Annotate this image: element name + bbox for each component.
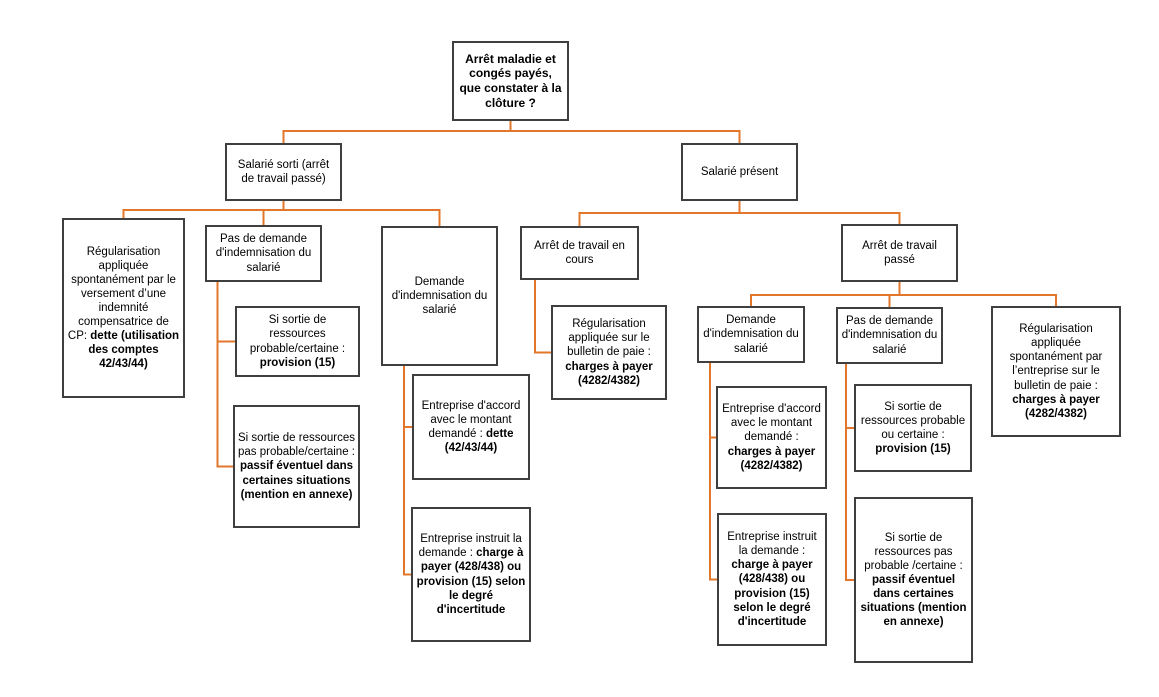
node-salarie-sorti [225, 143, 342, 201]
connector-arret-passe-children [751, 282, 1056, 307]
node-regul-versement-bold: dette (utilisation des comptes 42/43/44) [88, 330, 180, 371]
node-sortie-pas-probable-sorti-text: Si sortie de ressources pas probable/certaine : [238, 432, 355, 459]
node-demande-present-text: Demande d'indemnisation du salarié [703, 314, 799, 355]
connector-arret-en-cours-child [535, 280, 551, 353]
node-accord-sorti-bold: dette (42/43/44) [444, 428, 514, 455]
node-sortie-probable-sorti-bold: provision (15) [259, 356, 336, 369]
node-regul-bulletin-text: Régularisation appliquée sur le bulletin de paie : [567, 318, 651, 359]
node-demande-sorti-text: Demande d'indemnisation du salarié [391, 275, 488, 316]
node-regul-entreprise-bold: charges à payer (4282/4382) [1012, 393, 1100, 420]
node-accord-present-bold: charges à payer (4282/4382) [727, 445, 816, 472]
node-instruit-present-bold: charge à payer (428/438) ou provision (15) selon le degré d'incertitude [731, 559, 813, 628]
node-salarie-present [681, 143, 798, 201]
connector-present-children [580, 201, 900, 226]
node-pas-demande-sorti [205, 225, 322, 282]
node-instruit-present-text: Entreprise instruit la demande : [727, 531, 817, 558]
node-accord-present [716, 386, 827, 489]
node-demande-sorti [381, 226, 498, 366]
node-sortie-pas-probable-present-bold: passif éventuel dans certaines situations (mention en annexe) [860, 573, 967, 629]
node-regul-entreprise-text: Régularisation appliquée spontanément par l’entreprise sur le bulletin de paie : [1009, 323, 1103, 392]
node-regul-bulletin [551, 305, 667, 400]
node-regul-bulletin-bold: charges à payer (4282/4382) [565, 360, 653, 387]
connector-root-children [284, 121, 740, 143]
node-sortie-pas-probable-present [854, 497, 973, 663]
node-arret-passe [841, 224, 958, 282]
node-regul-entreprise [991, 306, 1121, 437]
node-instruit-present [717, 513, 827, 646]
node-sortie-probable-present-text: Si sortie de ressources probable ou certaine : [860, 400, 966, 441]
node-sortie-probable-present [854, 384, 972, 472]
node-instruit-sorti-text: Entreprise instruit la demande : [418, 533, 522, 560]
node-accord-present-text: Entreprise d'accord avec le montant demandé : [722, 403, 821, 444]
node-regul-versement [62, 218, 185, 398]
node-pas-demande-present-text: Pas de demande d'indemnisation du salarié [841, 315, 938, 356]
node-arret-en-cours-text: Arrêt de travail en cours [534, 239, 625, 266]
node-root-bold: Arrêt maladie et congés payés, que constater à la clôture ? [459, 51, 562, 110]
node-arret-en-cours [520, 226, 639, 280]
node-regul-versement-text: Régularisation appliquée spontanément par le versement d’une indemnité compensatrice de CP: [67, 245, 176, 343]
node-instruit-sorti [411, 507, 531, 642]
node-demande-present [697, 306, 805, 363]
node-pas-demande-sorti-text: Pas de demande d'indemnisation du salarié [215, 233, 312, 274]
node-salarie-sorti-text: Salarié sorti (arrêt de travail passé) [237, 158, 330, 185]
node-sortie-pas-probable-sorti-bold: passif éventuel dans certaines situations (mention en annexe) [239, 460, 354, 501]
node-instruit-sorti-bold: charge à payer (428/438) ou provision (15) selon le degré d'incertitude [416, 547, 526, 616]
node-accord-sorti [412, 374, 530, 480]
node-arret-passe-text: Arrêt de travail passé [862, 239, 937, 266]
node-sortie-probable-present-bold: provision (15) [875, 443, 951, 456]
connector-pas-demande-present-children [846, 364, 854, 580]
node-sortie-pas-probable-sorti [233, 405, 360, 528]
node-sortie-pas-probable-present-text: Si sortie de ressources pas probable /certaine : [864, 531, 963, 572]
node-sortie-probable-sorti-text: Si sortie de ressources probable/certaine : [249, 314, 346, 355]
node-salarie-present-text: Salarié présent [700, 165, 779, 178]
node-pas-demande-present [836, 307, 943, 364]
node-root [452, 41, 569, 121]
node-accord-sorti-text: Entreprise d'accord avec le montant demandé : [421, 399, 521, 440]
node-sortie-probable-sorti [235, 306, 360, 377]
